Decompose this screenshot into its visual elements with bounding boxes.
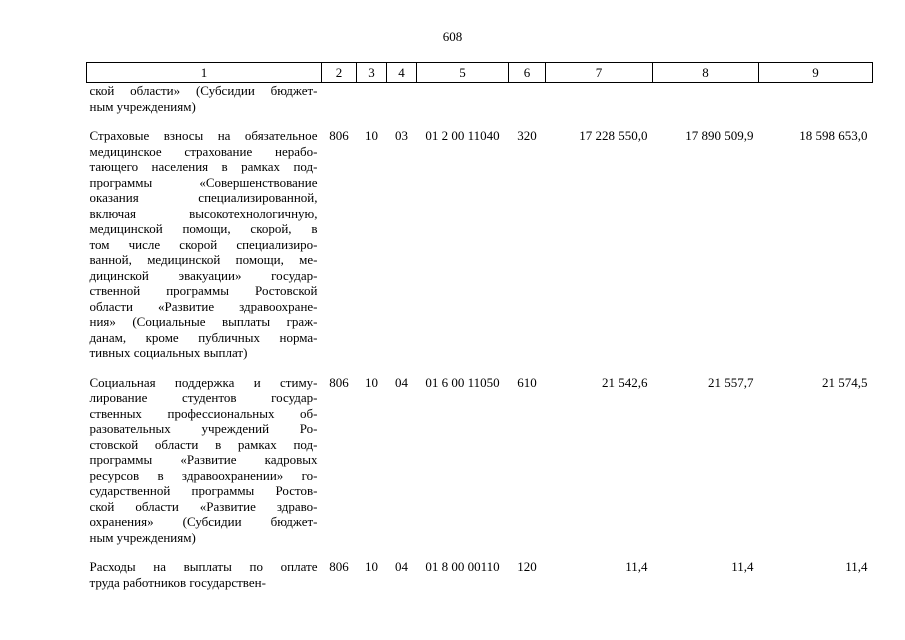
description-line: тающего населения в рамках под- <box>89 159 318 174</box>
page-number: 608 <box>442 29 463 44</box>
description-line: ственной программы Ростовской <box>89 283 318 298</box>
target-article-code: 01 2 00 11040 <box>425 128 500 143</box>
description-line: тивных социальных выплат) <box>89 345 248 360</box>
budget-table <box>86 62 873 604</box>
description-line: ванной, медицинской помощи, ме- <box>89 252 318 267</box>
description-line: ресурсов в здравоохранении» го- <box>89 467 318 483</box>
amount-year-3: 11,4 <box>845 559 868 574</box>
subsection-code: 04 <box>395 374 408 390</box>
header-row <box>87 63 873 83</box>
description-line: ным учреждениям) <box>89 98 196 114</box>
amount-year-1: 21 542,6 <box>602 374 648 390</box>
description-line: медицинской помощи, скорой, в <box>89 221 318 236</box>
table-row <box>87 128 873 375</box>
description-line: программы «Развитие кадровых <box>89 452 318 467</box>
description-line: охранения» (Субсидии бюджет- <box>89 514 318 529</box>
ministry-code: 806 <box>329 128 349 143</box>
column-header: 6 <box>509 63 546 83</box>
section-code: 10 <box>365 559 378 574</box>
column-header: 4 <box>387 63 417 83</box>
target-article-code: 01 6 00 11050 <box>425 374 500 390</box>
amount-year-3: 18 598 653,0 <box>799 128 868 143</box>
description-line: ской области «Развитие здраво- <box>89 498 318 514</box>
section-code <box>357 83 387 129</box>
subsection-code <box>387 83 417 129</box>
table-row <box>87 375 873 560</box>
description-line: ным учреждениям) <box>89 529 196 545</box>
column-header: 8 <box>653 63 759 83</box>
amount-year-1: 11,4 <box>625 559 648 574</box>
amount-year-2: 11,4 <box>731 559 754 574</box>
description-line: оказания специализированной, <box>89 190 318 205</box>
description-line: медицинское страхование нерабо- <box>89 143 318 159</box>
description-line: дицинской эвакуации» государ- <box>89 267 318 283</box>
amount-year-1: 17 228 550,0 <box>579 128 648 143</box>
expense-type-code: 320 <box>517 128 537 143</box>
table-row <box>87 559 873 604</box>
ministry-code <box>322 83 357 129</box>
description-line: ской области» (Субсидии бюджет- <box>89 83 318 98</box>
amount-year-2: 21 557,7 <box>708 374 754 390</box>
ministry-code: 806 <box>329 559 349 574</box>
expense-type-code: 610 <box>517 374 537 390</box>
section-code: 10 <box>365 374 378 390</box>
column-header: 7 <box>546 63 653 83</box>
amount-year-2 <box>653 83 759 129</box>
description-line: том числе скорой специализиро- <box>89 236 318 252</box>
amount-year-2: 17 890 509,9 <box>685 128 754 143</box>
column-header: 2 <box>322 63 357 83</box>
amount-year-3: 21 574,5 <box>822 374 868 390</box>
amount-year-1 <box>546 83 653 129</box>
ministry-code: 806 <box>329 374 349 390</box>
expense-description <box>87 83 322 129</box>
column-header: 1 <box>87 63 322 83</box>
description-line: ния» (Социальные выплаты граж- <box>89 314 318 329</box>
subsection-code: 03 <box>395 128 408 143</box>
description-line: программы «Совершенствование <box>89 174 318 190</box>
amount-year-3 <box>759 83 873 129</box>
expense-type-code: 120 <box>517 559 537 574</box>
column-header: 9 <box>759 63 873 83</box>
target-article-code <box>417 83 509 129</box>
column-header: 3 <box>357 63 387 83</box>
subsection-code: 04 <box>395 559 408 574</box>
expense-description <box>87 559 322 604</box>
description-line: Социальная поддержка и стиму- <box>89 374 318 390</box>
description-line: включая высокотехнологичную, <box>89 205 318 221</box>
description-line: разовательных учреждений Ро- <box>89 421 318 436</box>
description-line: данам, кроме публичных норма- <box>89 329 318 345</box>
column-header: 5 <box>417 63 509 83</box>
target-article-code: 01 8 00 00110 <box>425 559 500 574</box>
description-line: Расходы на выплаты по оплате <box>89 559 318 574</box>
table-row <box>87 83 873 129</box>
description-line: сударственной программы Ростов- <box>89 483 318 498</box>
description-line: стовской области в рамках под- <box>89 436 318 452</box>
expense-description <box>87 128 322 375</box>
description-line: труда работников государствен- <box>89 574 266 590</box>
section-code: 10 <box>365 128 378 143</box>
description-line: ственных профессиональных об- <box>89 405 318 421</box>
description-line: Страховые взносы на обязательное <box>89 128 318 143</box>
description-line: лирование студентов государ- <box>89 390 318 405</box>
description-line: области «Развитие здравоохране- <box>89 298 318 314</box>
expense-description <box>87 375 322 560</box>
expense-type-code <box>509 83 546 129</box>
